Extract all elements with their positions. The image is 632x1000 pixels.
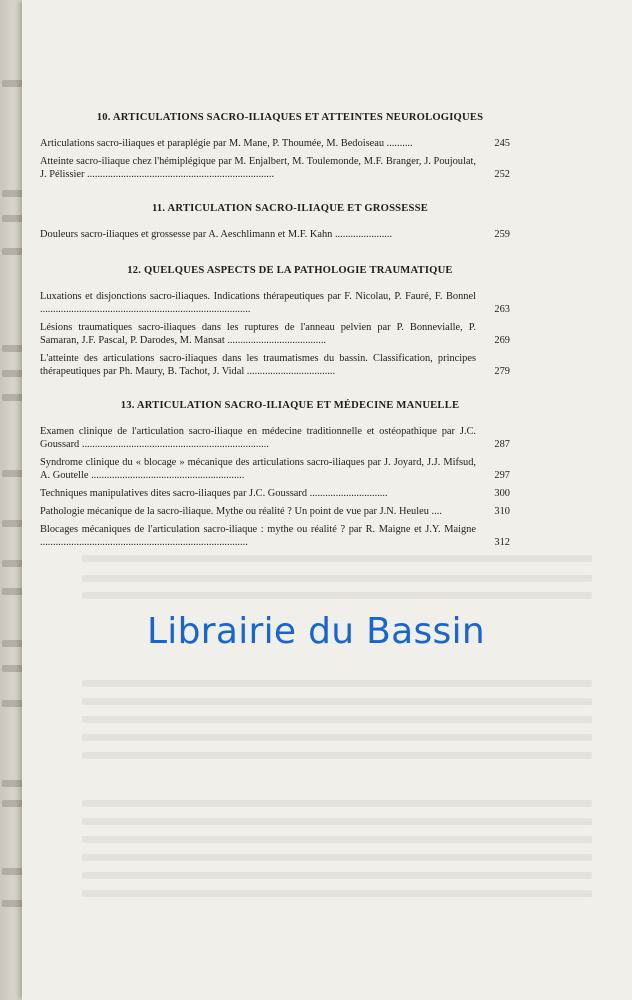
entry-text: Articulations sacro-iliaques et paraplégie par M. Mane, P. Thoumée, M. Bedoiseau ..........	[40, 138, 413, 149]
show-through	[82, 698, 592, 705]
show-through	[82, 592, 592, 599]
entry-page-number: 310	[494, 506, 510, 517]
section-title: 10. ARTICULATIONS SACRO-ILIAQUES ET ATTEINTES NEUROLOGIQUES	[96, 112, 484, 123]
table-of-contents	[40, 112, 510, 573]
entry-page-number: 269	[494, 335, 510, 346]
show-through	[82, 716, 592, 723]
entry-text: Lésions traumatiques sacro-iliaques dans les ruptures de l'anneau pelvien par P. Bonnevialle, P. Samaran, J.F. Pascal, P. Darodes, M. Mansat ......................................	[40, 322, 476, 346]
entry-text: Atteinte sacro-iliaque chez l'hémiplégique par M. Enjalbert, M. Toulemonde, M.F. Branger, J. Poujoulat, J. Pélissier ........................................................................	[40, 156, 476, 180]
entry-page-number: 297	[494, 470, 510, 481]
entry-text: L'atteinte des articulations sacro-iliaques dans les traumatismes du bassin. Classification, principes thérapeutiques par Ph. Maury, B. Tachot, J. Vidal ..................................	[40, 353, 476, 377]
toc-entry	[40, 456, 510, 482]
entry-page-number: 279	[494, 366, 510, 377]
toc-entry	[40, 321, 510, 347]
section-title: 13. ARTICULATION SACRO-ILIAQUE ET MÉDECINE MANUELLE	[120, 400, 460, 411]
section-title: 12. QUELQUES ASPECTS DE LA PATHOLOGIE TRAUMATIQUE	[127, 265, 453, 276]
show-through	[82, 854, 592, 861]
toc-entry	[40, 290, 510, 316]
toc-entry	[40, 523, 510, 549]
entry-text: Blocages mécaniques de l'articulation sacro-iliaque : mythe ou réalité ? par R. Maigne et J.Y. Maigne ................................................................................	[40, 524, 476, 548]
entry-page-number: 263	[494, 304, 510, 315]
entry-page-number: 252	[494, 169, 510, 180]
watermark-text: Librairie du Bassin	[146, 611, 486, 652]
toc-entry	[40, 228, 510, 241]
entry-text: Pathologie mécanique de la sacro-iliaque. Mythe ou réalité ? Un point de vue par J.N. Heuleu ....	[40, 506, 442, 517]
entry-text: Luxations et disjonctions sacro-iliaques. Indications thérapeutiques par F. Nicolau, P. Fauré, F. Bonnel .................................................................................	[40, 291, 476, 315]
entry-page-number: 300	[494, 488, 510, 499]
toc-entry	[40, 155, 510, 181]
show-through	[82, 752, 592, 759]
toc-section-10	[40, 112, 510, 181]
show-through	[82, 872, 592, 879]
show-through	[82, 680, 592, 687]
toc-section-12	[40, 265, 510, 378]
entry-text: Douleurs sacro-iliaques et grossesse par A. Aeschlimann et M.F. Kahn ......................	[40, 229, 393, 240]
show-through	[82, 836, 592, 843]
show-through	[82, 800, 592, 807]
show-through	[82, 575, 592, 582]
toc-entry	[40, 505, 510, 518]
section-title: 11. ARTICULATION SACRO-ILIAQUE ET GROSSESSE	[152, 203, 428, 214]
book-page	[22, 0, 632, 1000]
toc-entry	[40, 352, 510, 378]
show-through	[82, 734, 592, 741]
entry-page-number: 312	[494, 537, 510, 548]
entry-text: Syndrome clinique du « blocage » mécanique des articulations sacro-iliaques par J. Joyard, J.J. Mifsud, A. Goutelle ...........................................................	[40, 457, 476, 481]
toc-section-11	[40, 203, 510, 241]
entry-page-number: 287	[494, 439, 510, 450]
toc-entry	[40, 487, 510, 500]
entry-text: Examen clinique de l'articulation sacro-iliaque en médecine traditionnelle et ostéopathique par J.C. Goussard ........................................................................	[40, 426, 476, 450]
show-through	[82, 818, 592, 825]
toc-section-13	[40, 400, 510, 549]
toc-entry	[40, 137, 510, 150]
toc-entry	[40, 425, 510, 451]
entry-page-number: 259	[494, 229, 510, 240]
entry-page-number: 245	[494, 138, 510, 149]
entry-text: Techniques manipulatives dites sacro-iliaques par J.C. Goussard ..............................	[40, 488, 388, 499]
show-through	[82, 890, 592, 897]
